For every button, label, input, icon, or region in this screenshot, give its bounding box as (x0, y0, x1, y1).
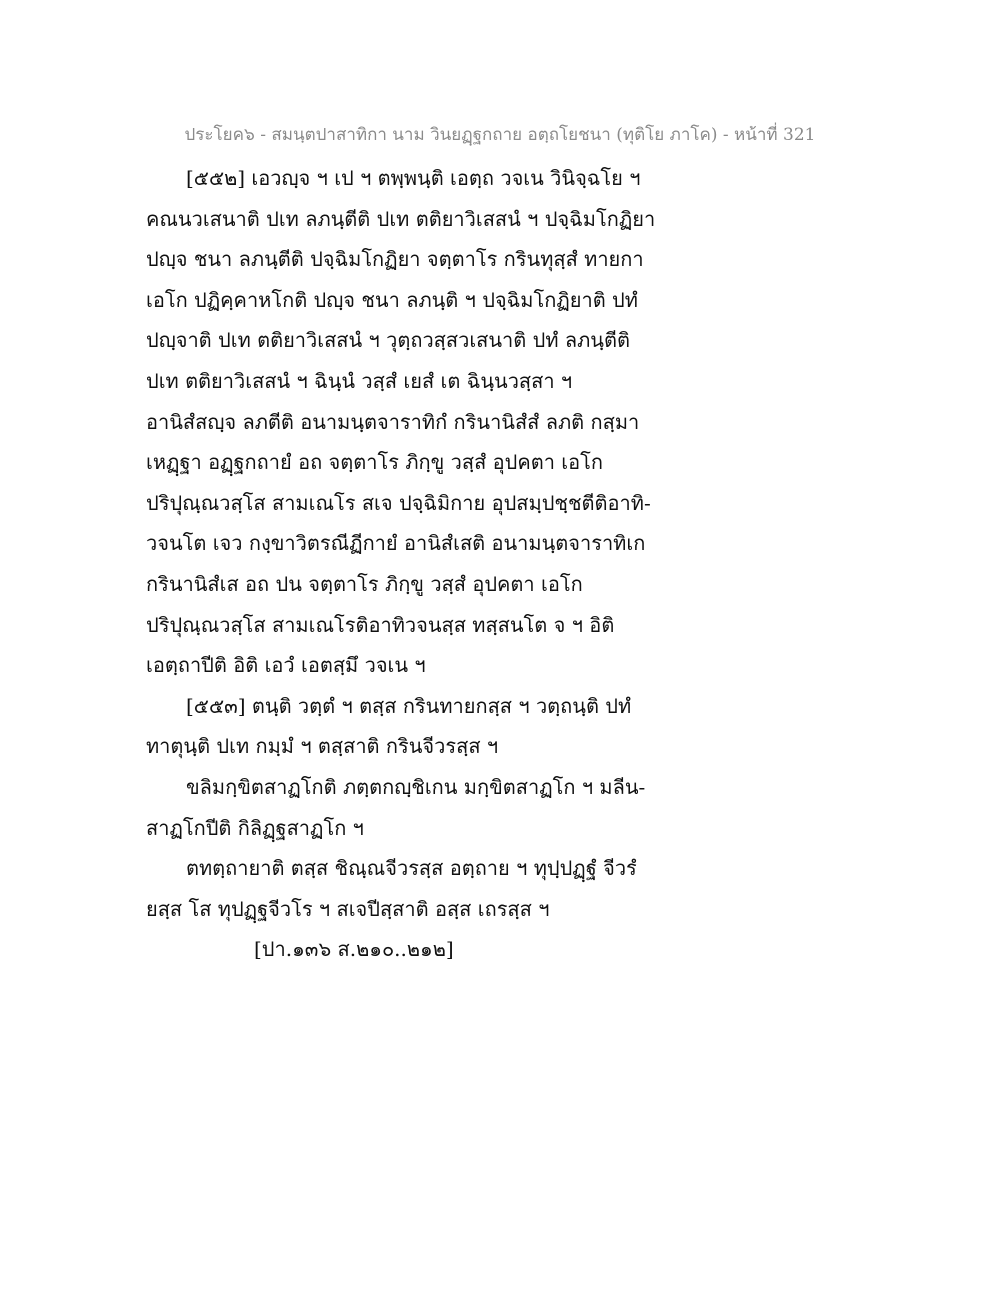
text-line: เอโก ปฏิคฺคาหโกติ ปญฺจ ชนา ลภนฺติ ฯ ปจฺฉิมโกฏิยาติ ปทํ (146, 287, 638, 312)
text-line: วจนโต เจว กงฺขาวิตรณีฏีกายํ อานิสํเสติ อนามนฺตจาราทิเก (146, 531, 646, 556)
text-line: ปเท ตติยาวิเสสนํ ฯ ฉินฺนํ วสฺสํ เยสํ เต ฉินฺนวสฺสา ฯ (146, 368, 573, 393)
text-line: ทาตุนฺติ ปเท กมฺมํ ฯ ตสฺสาติ กรินจีวรสฺส ฯ (146, 734, 499, 759)
text-line: เอตฺถาปีติ อิติ เอวํ เอตสฺมึ วจเน ฯ (146, 653, 426, 678)
page-header: ประโยค๖ - สมนฺตปาสาทิกา นาม วินยฏฺฐกถาย อตฺถโยชนา (ทุติโย ภาโค) - หน้าที่ 321 (184, 125, 816, 145)
text-line: ยสฺส โส ทุปฏฺฐจีวโร ฯ สเจปีสฺสาติ อสฺส เถรสฺส ฯ (146, 896, 550, 921)
text-line: เหฏฺฐา อฏฺฐกถายํ อถ จตฺตาโร ภิกฺขู วสฺสํ อุปคตา เอโก (146, 450, 604, 475)
text-line: ปญฺจ ชนา ลภนฺตีติ ปจฺฉิมโกฏิยา จตฺตาโร กรินทุสฺสํ ทายกา (146, 247, 644, 272)
paragraph-line-1: ขลิมกฺขิตสาฏโกติ ภตฺตกญฺชิเกน มกฺขิตสาฏโก ฯ มลีน- (186, 774, 646, 799)
text-line: คณนวเสนาติ ปเท ลภนฺตีติ ปเท ตติยาวิเสสนํ ฯ ปจฺฉิมโกฏิยา (146, 206, 656, 231)
page-reference: [ปา.๑๓๖ ส.๒๑๐..๒๑๒] (254, 937, 454, 962)
text-line: อานิสํสญฺจ ลภตีติ อนามนฺตจาราทิกํ กรินานิสํสํ ลภติ กสฺมา (146, 409, 640, 434)
body-text (146, 158, 706, 970)
text-line: สาฏโกปีติ กิลิฏฺฐสาฏโก ฯ (146, 815, 364, 840)
paragraph-line-1: ตทตฺถายาติ ตสฺส ชิณฺณจีวรสฺส อตฺถาย ฯ ทุปฺปฏฺฐํ จีวรํ (186, 856, 637, 881)
text-line: ปริปุณฺณวสฺโส สามเณโรติอาทิวจนสฺส ทสฺสนโต จ ฯ อิติ (146, 612, 615, 637)
text-line: ปญฺจาติ ปเท ตติยาวิเสสนํ ฯ วุตฺถวสฺสวเสนาติ ปทํ ลภนฺตีติ (146, 328, 630, 353)
paragraph-553-line-1: [๕๕๓] ตนฺติ วตฺตํ ฯ ตสฺส กรินทายกสฺส ฯ วตฺถนฺติ ปทํ (186, 693, 632, 718)
text-line: ปริปุณฺณวสฺโส สามเณโร สเจ ปจฺฉิมิกาย อุปสมฺปชฺชตีติอาทิ- (146, 490, 651, 515)
text-line: กรินานิสํเส อถ ปน จตฺตาโร ภิกฺขู วสฺสํ อุปคตา เอโก (146, 571, 583, 596)
paragraph-552-line-1: [๕๕๒] เอวญฺจ ฯ เป ฯ ตพฺพนฺติ เอตฺถ วจเน วินิจฺฉโย ฯ (186, 166, 641, 190)
